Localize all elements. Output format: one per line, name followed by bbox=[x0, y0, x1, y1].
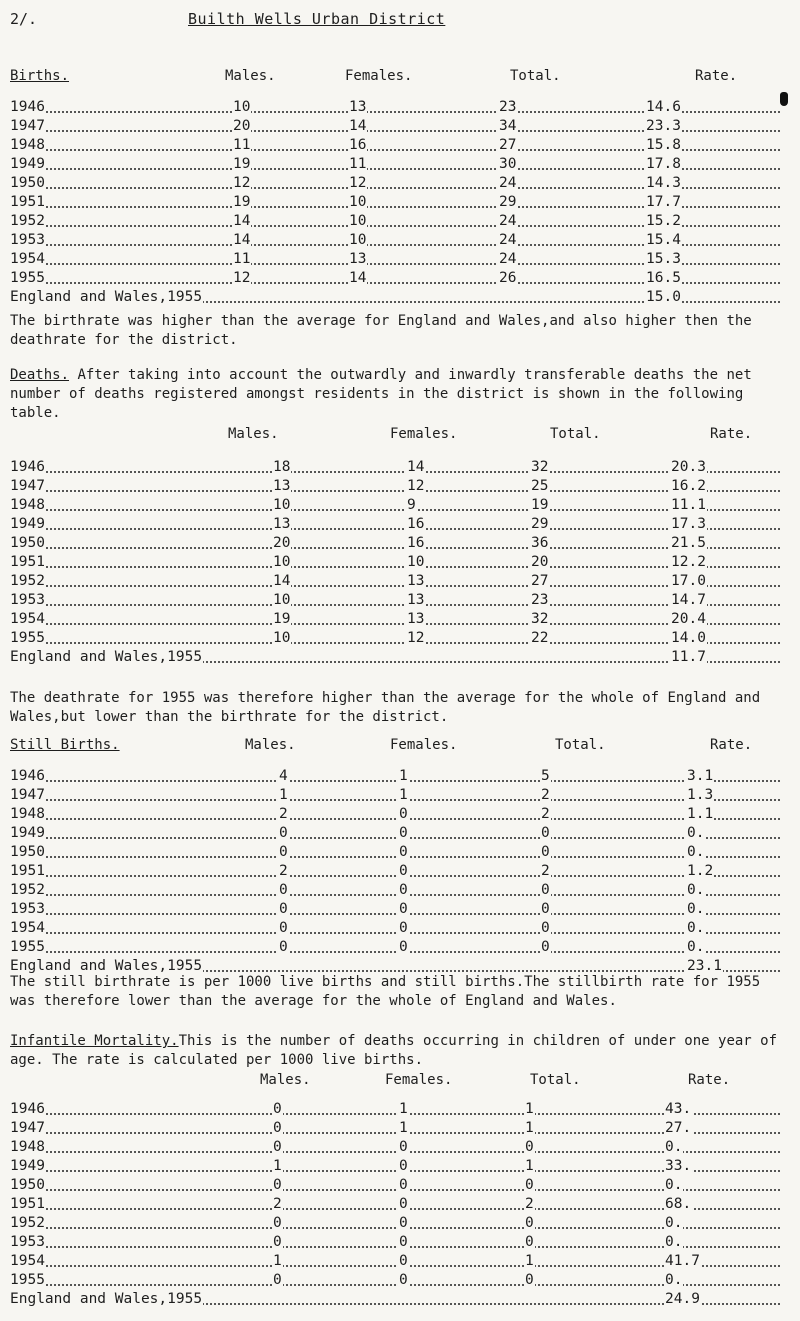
cell-males: 12 bbox=[233, 175, 251, 191]
cell-total: 0 bbox=[541, 920, 550, 936]
cell-females: 0 bbox=[399, 882, 408, 898]
cell-year: 1951 bbox=[10, 554, 45, 570]
cell-males: 11 bbox=[233, 137, 251, 153]
cell-year: 1955 bbox=[10, 1272, 45, 1288]
cell-year: 1954 bbox=[10, 251, 45, 267]
cell-males: 18 bbox=[273, 459, 291, 475]
cell-females: 1 bbox=[399, 1101, 408, 1117]
deaths-note: The deathrate for 1955 was therefore higher than the average for the whole of England and Wales,but lower than the birthrate for the district. bbox=[10, 690, 761, 725]
table-row bbox=[10, 136, 790, 155]
cell-rate: 14.0 bbox=[671, 630, 706, 646]
cell-males: 10 bbox=[273, 497, 291, 513]
cell-females: 13 bbox=[349, 251, 367, 267]
cell-females: 12 bbox=[407, 478, 425, 494]
cell-year: 1948 bbox=[10, 806, 45, 822]
cell-females: 14 bbox=[349, 270, 367, 286]
cell-rate: 17.7 bbox=[646, 194, 681, 210]
cell-rate: 23.3 bbox=[646, 118, 681, 134]
cell-year: 1954 bbox=[10, 611, 45, 627]
england-wales-label: England and Wales,1955 bbox=[10, 289, 203, 305]
cell-total: 0 bbox=[525, 1215, 534, 1231]
cell-total: 0 bbox=[541, 844, 550, 860]
still-births-table bbox=[10, 767, 790, 976]
table-row bbox=[10, 1119, 790, 1138]
cell-females: 0 bbox=[399, 920, 408, 936]
infantile-intro-text: This is the number of deaths occurring in children of under one year of age. The rate is calculated per 1000 live births. bbox=[10, 1033, 778, 1068]
cell-year: 1950 bbox=[10, 844, 45, 860]
births-section bbox=[10, 68, 790, 307]
table-row bbox=[10, 824, 790, 843]
table-row bbox=[10, 767, 790, 786]
cell-year: 1953 bbox=[10, 232, 45, 248]
cell-males: 2 bbox=[273, 1196, 282, 1212]
table-row bbox=[10, 212, 790, 231]
still-births-header-females: Females. bbox=[390, 737, 458, 753]
cell-total: 25 bbox=[531, 478, 549, 494]
still-births-header-total: Total. bbox=[555, 737, 606, 753]
cell-males: 10 bbox=[273, 592, 291, 608]
cell-year: 1946 bbox=[10, 459, 45, 475]
cell-males: 0 bbox=[279, 844, 288, 860]
cell-females: 12 bbox=[407, 630, 425, 646]
cell-total: 1 bbox=[525, 1120, 534, 1136]
cell-year: 1953 bbox=[10, 1234, 45, 1250]
births-title: Births. bbox=[10, 68, 70, 84]
cell-males: 11 bbox=[233, 251, 251, 267]
england-wales-rate: 24.9 bbox=[665, 1291, 700, 1307]
table-row bbox=[10, 1271, 790, 1290]
table-row bbox=[10, 250, 790, 269]
infantile-section bbox=[10, 1072, 790, 1309]
cell-rate: 3.1 bbox=[687, 768, 714, 784]
still-births-title: Still Births. bbox=[10, 737, 120, 753]
cell-year: 1947 bbox=[10, 118, 45, 134]
table-row bbox=[10, 629, 790, 648]
cell-males: 0 bbox=[273, 1234, 282, 1250]
cell-year: 1948 bbox=[10, 137, 45, 153]
england-wales-row bbox=[10, 648, 790, 667]
cell-year: 1949 bbox=[10, 1158, 45, 1174]
cell-rate: 33. bbox=[665, 1158, 692, 1174]
cell-year: 1949 bbox=[10, 825, 45, 841]
cell-females: 0 bbox=[399, 1196, 408, 1212]
cell-males: 13 bbox=[273, 516, 291, 532]
cell-year: 1947 bbox=[10, 1120, 45, 1136]
cell-total: 19 bbox=[531, 497, 549, 513]
cell-total: 2 bbox=[541, 863, 550, 879]
cell-males: 12 bbox=[233, 270, 251, 286]
cell-males: 1 bbox=[273, 1253, 282, 1269]
cell-females: 16 bbox=[407, 535, 425, 551]
cell-year: 1954 bbox=[10, 1253, 45, 1269]
cell-males: 0 bbox=[279, 825, 288, 841]
cell-females: 13 bbox=[349, 99, 367, 115]
cell-total: 29 bbox=[531, 516, 549, 532]
table-row bbox=[10, 1233, 790, 1252]
cell-rate: 1.3 bbox=[687, 787, 714, 803]
cell-females: 0 bbox=[399, 1234, 408, 1250]
still-births-section bbox=[10, 737, 790, 976]
cell-total: 5 bbox=[541, 768, 550, 784]
table-row bbox=[10, 1100, 790, 1119]
cell-year: 1951 bbox=[10, 1196, 45, 1212]
cell-total: 2 bbox=[541, 806, 550, 822]
england-wales-label: England and Wales,1955 bbox=[10, 649, 203, 665]
cell-year: 1952 bbox=[10, 213, 45, 229]
cell-rate: 0. bbox=[687, 939, 705, 955]
cell-females: 13 bbox=[407, 611, 425, 627]
cell-rate: 20.4 bbox=[671, 611, 706, 627]
deaths-section bbox=[10, 426, 790, 667]
cell-females: 1 bbox=[399, 1120, 408, 1136]
cell-year: 1952 bbox=[10, 882, 45, 898]
table-row bbox=[10, 786, 790, 805]
england-wales-rate: 11.7 bbox=[671, 649, 706, 665]
cell-rate: 14.7 bbox=[671, 592, 706, 608]
still-births-header-males: Males. bbox=[245, 737, 296, 753]
cell-males: 0 bbox=[279, 882, 288, 898]
cell-total: 22 bbox=[531, 630, 549, 646]
deaths-intro-text: After taking into account the outwardly and inwardly transferable deaths the net number of deaths registered amongst residents in the district is shown in the following table. bbox=[10, 367, 752, 421]
cell-males: 19 bbox=[233, 156, 251, 172]
cell-total: 29 bbox=[499, 194, 517, 210]
cell-year: 1952 bbox=[10, 1215, 45, 1231]
cell-males: 0 bbox=[273, 1120, 282, 1136]
cell-total: 1 bbox=[525, 1253, 534, 1269]
cell-females: 10 bbox=[349, 232, 367, 248]
cell-total: 1 bbox=[525, 1101, 534, 1117]
cell-females: 0 bbox=[399, 939, 408, 955]
cell-total: 34 bbox=[499, 118, 517, 134]
births-header-rate: Rate. bbox=[695, 68, 738, 84]
cell-males: 0 bbox=[273, 1215, 282, 1231]
still-births-column-headers bbox=[10, 737, 790, 757]
cell-rate: 1.1 bbox=[687, 806, 714, 822]
still-births-header-rate: Rate. bbox=[710, 737, 753, 753]
cell-total: 32 bbox=[531, 611, 549, 627]
cell-females: 13 bbox=[407, 573, 425, 589]
deaths-header-males: Males. bbox=[228, 426, 279, 442]
cell-females: 10 bbox=[407, 554, 425, 570]
cell-males: 19 bbox=[233, 194, 251, 210]
england-wales-row bbox=[10, 288, 790, 307]
cell-females: 1 bbox=[399, 768, 408, 784]
cell-females: 10 bbox=[349, 213, 367, 229]
deaths-header-females: Females. bbox=[390, 426, 458, 442]
cell-total: 24 bbox=[499, 213, 517, 229]
table-row bbox=[10, 155, 790, 174]
table-row bbox=[10, 919, 790, 938]
deaths-header-rate: Rate. bbox=[710, 426, 753, 442]
cell-females: 11 bbox=[349, 156, 367, 172]
cell-females: 9 bbox=[407, 497, 416, 513]
infantile-intro bbox=[10, 1032, 785, 1070]
cell-year: 1953 bbox=[10, 901, 45, 917]
england-wales-label: England and Wales,1955 bbox=[10, 958, 203, 974]
cell-males: 10 bbox=[273, 630, 291, 646]
england-wales-row bbox=[10, 1290, 790, 1309]
cell-total: 0 bbox=[525, 1234, 534, 1250]
table-row bbox=[10, 938, 790, 957]
cell-males: 2 bbox=[279, 806, 288, 822]
england-wales-rate: 23.1 bbox=[687, 958, 722, 974]
cell-year: 1946 bbox=[10, 768, 45, 784]
births-note: The birthrate was higher than the average for England and Wales,and also higher then the deathrate for the district. bbox=[10, 313, 752, 348]
cell-year: 1950 bbox=[10, 535, 45, 551]
table-row bbox=[10, 1176, 790, 1195]
cell-rate: 11.1 bbox=[671, 497, 706, 513]
cell-total: 0 bbox=[541, 901, 550, 917]
cell-rate: 0. bbox=[665, 1234, 683, 1250]
cell-total: 36 bbox=[531, 535, 549, 551]
cell-males: 0 bbox=[279, 939, 288, 955]
cell-females: 0 bbox=[399, 844, 408, 860]
cell-females: 0 bbox=[399, 1177, 408, 1193]
cell-total: 2 bbox=[525, 1196, 534, 1212]
cell-year: 1950 bbox=[10, 175, 45, 191]
cell-total: 24 bbox=[499, 175, 517, 191]
table-row bbox=[10, 117, 790, 136]
cell-males: 2 bbox=[279, 863, 288, 879]
cell-total: 24 bbox=[499, 232, 517, 248]
cell-males: 0 bbox=[273, 1139, 282, 1155]
cell-rate: 20.3 bbox=[671, 459, 706, 475]
infantile-lead: Infantile Mortality. bbox=[10, 1033, 179, 1049]
cell-total: 30 bbox=[499, 156, 517, 172]
cell-males: 14 bbox=[233, 232, 251, 248]
cell-females: 0 bbox=[399, 1139, 408, 1155]
cell-total: 23 bbox=[531, 592, 549, 608]
cell-total: 23 bbox=[499, 99, 517, 115]
table-row bbox=[10, 862, 790, 881]
table-row bbox=[10, 98, 790, 117]
cell-females: 0 bbox=[399, 1215, 408, 1231]
table-row bbox=[10, 174, 790, 193]
table-row bbox=[10, 572, 790, 591]
table-row bbox=[10, 496, 790, 515]
table-row bbox=[10, 1195, 790, 1214]
cell-females: 14 bbox=[407, 459, 425, 475]
births-header-males: Males. bbox=[225, 68, 276, 84]
deaths-lead: Deaths. bbox=[10, 367, 70, 383]
cell-total: 0 bbox=[525, 1139, 534, 1155]
cell-males: 10 bbox=[233, 99, 251, 115]
births-header-females: Females. bbox=[345, 68, 413, 84]
cell-rate: 12.2 bbox=[671, 554, 706, 570]
district-title: Builth Wells Urban District bbox=[188, 10, 446, 28]
cell-year: 1947 bbox=[10, 478, 45, 494]
cell-females: 0 bbox=[399, 1158, 408, 1174]
table-row bbox=[10, 193, 790, 212]
cell-males: 14 bbox=[273, 573, 291, 589]
cell-year: 1948 bbox=[10, 1139, 45, 1155]
cell-rate: 16.2 bbox=[671, 478, 706, 494]
infantile-table bbox=[10, 1100, 790, 1309]
cell-males: 4 bbox=[279, 768, 288, 784]
cell-males: 14 bbox=[233, 213, 251, 229]
table-row bbox=[10, 805, 790, 824]
england-wales-rate: 15.0 bbox=[646, 289, 681, 305]
births-header-total: Total. bbox=[510, 68, 561, 84]
cell-rate: 16.5 bbox=[646, 270, 681, 286]
cell-females: 16 bbox=[407, 516, 425, 532]
cell-rate: 21.5 bbox=[671, 535, 706, 551]
cell-males: 0 bbox=[279, 920, 288, 936]
deaths-column-headers bbox=[10, 426, 790, 446]
cell-males: 10 bbox=[273, 554, 291, 570]
cell-rate: 17.8 bbox=[646, 156, 681, 172]
table-row bbox=[10, 610, 790, 629]
cell-females: 0 bbox=[399, 1272, 408, 1288]
cell-males: 20 bbox=[273, 535, 291, 551]
cell-year: 1950 bbox=[10, 1177, 45, 1193]
cell-total: 2 bbox=[541, 787, 550, 803]
cell-rate: 17.0 bbox=[671, 573, 706, 589]
deaths-header-total: Total. bbox=[550, 426, 601, 442]
cell-females: 14 bbox=[349, 118, 367, 134]
cell-rate: 0. bbox=[665, 1272, 683, 1288]
cell-year: 1954 bbox=[10, 920, 45, 936]
cell-rate: 0. bbox=[665, 1139, 683, 1155]
cell-year: 1953 bbox=[10, 592, 45, 608]
infantile-column-headers bbox=[10, 1072, 790, 1092]
cell-total: 24 bbox=[499, 251, 517, 267]
cell-rate: 68. bbox=[665, 1196, 692, 1212]
cell-females: 13 bbox=[407, 592, 425, 608]
cell-rate: 15.3 bbox=[646, 251, 681, 267]
cell-total: 0 bbox=[541, 882, 550, 898]
cell-total: 0 bbox=[541, 825, 550, 841]
cell-year: 1955 bbox=[10, 270, 45, 286]
cell-females: 16 bbox=[349, 137, 367, 153]
cell-rate: 41.7 bbox=[665, 1253, 700, 1269]
cell-year: 1949 bbox=[10, 516, 45, 532]
cell-rate: 0. bbox=[687, 882, 705, 898]
cell-total: 0 bbox=[525, 1177, 534, 1193]
cell-females: 0 bbox=[399, 806, 408, 822]
cell-rate: 17.3 bbox=[671, 516, 706, 532]
table-row bbox=[10, 1138, 790, 1157]
cell-rate: 43. bbox=[665, 1101, 692, 1117]
births-table bbox=[10, 98, 790, 307]
cell-year: 1946 bbox=[10, 1101, 45, 1117]
cell-rate: 14.6 bbox=[646, 99, 681, 115]
cell-males: 0 bbox=[273, 1272, 282, 1288]
deaths-intro bbox=[10, 366, 785, 423]
page-number: 2/. bbox=[10, 10, 38, 28]
table-row bbox=[10, 534, 790, 553]
england-wales-label: England and Wales,1955 bbox=[10, 1291, 203, 1307]
infantile-header-males: Males. bbox=[260, 1072, 311, 1088]
table-row bbox=[10, 458, 790, 477]
cell-rate: 0. bbox=[687, 825, 705, 841]
table-row bbox=[10, 900, 790, 919]
table-row bbox=[10, 1214, 790, 1233]
infantile-header-rate: Rate. bbox=[688, 1072, 731, 1088]
cell-males: 1 bbox=[279, 787, 288, 803]
cell-females: 10 bbox=[349, 194, 367, 210]
cell-rate: 14.3 bbox=[646, 175, 681, 191]
deaths-table bbox=[10, 458, 790, 667]
cell-males: 1 bbox=[273, 1158, 282, 1174]
infantile-header-females: Females. bbox=[385, 1072, 453, 1088]
cell-rate: 15.8 bbox=[646, 137, 681, 153]
cell-year: 1949 bbox=[10, 156, 45, 172]
cell-total: 27 bbox=[499, 137, 517, 153]
cell-year: 1948 bbox=[10, 497, 45, 513]
table-row bbox=[10, 1157, 790, 1176]
cell-total: 20 bbox=[531, 554, 549, 570]
cell-males: 0 bbox=[279, 901, 288, 917]
cell-year: 1951 bbox=[10, 863, 45, 879]
cell-rate: 0. bbox=[687, 844, 705, 860]
cell-year: 1952 bbox=[10, 573, 45, 589]
table-row bbox=[10, 591, 790, 610]
births-column-headers bbox=[10, 68, 790, 88]
cell-total: 32 bbox=[531, 459, 549, 475]
cell-rate: 15.2 bbox=[646, 213, 681, 229]
cell-females: 0 bbox=[399, 863, 408, 879]
table-row bbox=[10, 1252, 790, 1271]
cell-rate: 0. bbox=[665, 1215, 683, 1231]
cell-males: 19 bbox=[273, 611, 291, 627]
page-header bbox=[10, 6, 790, 28]
table-row bbox=[10, 269, 790, 288]
table-row bbox=[10, 881, 790, 900]
cell-year: 1951 bbox=[10, 194, 45, 210]
cell-total: 27 bbox=[531, 573, 549, 589]
table-row bbox=[10, 843, 790, 862]
cell-males: 20 bbox=[233, 118, 251, 134]
cell-rate: 15.4 bbox=[646, 232, 681, 248]
cell-year: 1947 bbox=[10, 787, 45, 803]
cell-females: 0 bbox=[399, 901, 408, 917]
cell-year: 1955 bbox=[10, 939, 45, 955]
infantile-header-total: Total. bbox=[530, 1072, 581, 1088]
cell-total: 0 bbox=[525, 1272, 534, 1288]
table-row bbox=[10, 553, 790, 572]
still-births-note: The still birthrate is per 1000 live births and still births.The stillbirth rate for 1955 was therefore lower than the average for the whole of England and Wales. bbox=[10, 974, 761, 1009]
cell-males: 0 bbox=[273, 1177, 282, 1193]
cell-year: 1946 bbox=[10, 99, 45, 115]
cell-total: 1 bbox=[525, 1158, 534, 1174]
cell-females: 12 bbox=[349, 175, 367, 191]
cell-total: 26 bbox=[499, 270, 517, 286]
table-row bbox=[10, 515, 790, 534]
cell-rate: 0. bbox=[665, 1177, 683, 1193]
cell-total: 0 bbox=[541, 939, 550, 955]
table-row bbox=[10, 231, 790, 250]
cell-females: 0 bbox=[399, 1253, 408, 1269]
cell-year: 1955 bbox=[10, 630, 45, 646]
cell-males: 0 bbox=[273, 1101, 282, 1117]
cell-rate: 27. bbox=[665, 1120, 692, 1136]
table-row bbox=[10, 477, 790, 496]
cell-rate: 0. bbox=[687, 901, 705, 917]
cell-females: 0 bbox=[399, 825, 408, 841]
cell-rate: 1.2 bbox=[687, 863, 714, 879]
cell-rate: 0. bbox=[687, 920, 705, 936]
cell-females: 1 bbox=[399, 787, 408, 803]
cell-males: 13 bbox=[273, 478, 291, 494]
